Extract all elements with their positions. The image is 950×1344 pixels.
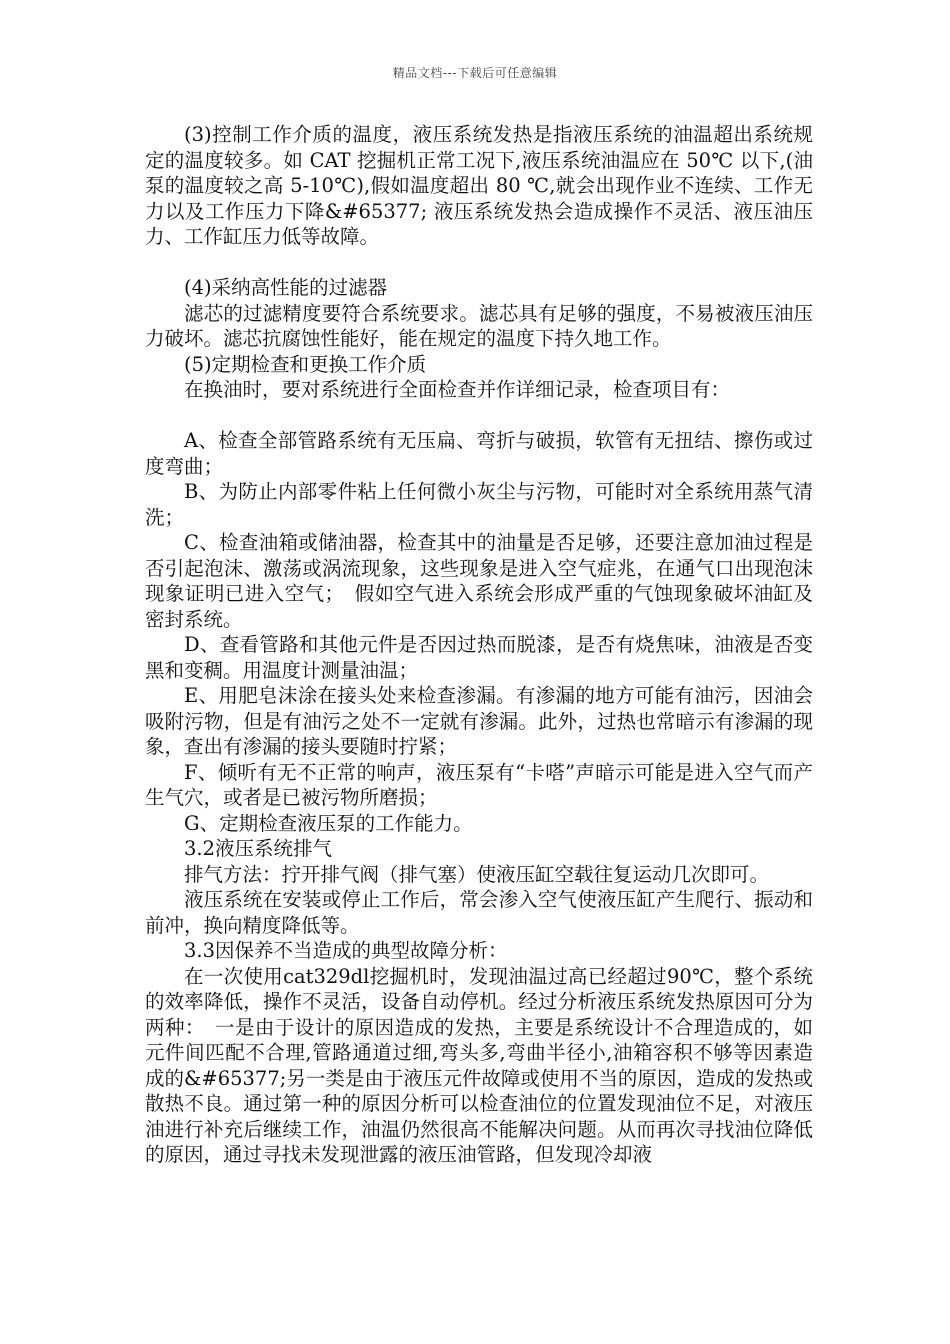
list-item-c: C、检查油箱或储油器，检查其中的油量是否足够，还要注意加油过程是否引起泡沫、激荡或涡流现象，这些现象是进入空气症兆，在通气口出现泡沫现象证明已进入空气； 假如空气进入系统会形成严重的气蚀现象破坏油缸及密封系统。 — [145, 531, 813, 631]
document-body — [145, 122, 813, 1168]
paragraph-air-entry: 液压系统在安装或停止工作后，常会渗入空气使液压缸产生爬行、振动和前冲，换向精度降低等。 — [145, 888, 813, 937]
heading-fault-analysis: 3.3因保养不当造成的典型故障分析： — [184, 939, 508, 962]
list-item-e: E、用肥皂沫涂在接头处来检查渗漏。有渗漏的地方可能有油污，因油会吸附污物，但是有油污之处不一定就有渗漏。此外，过热也常暗示有渗漏的现象，查出有渗漏的接头要随时拧紧； — [145, 684, 813, 758]
page-header: 精品文档---下载后可任意编辑 — [392, 66, 558, 80]
paragraph-bleeding-method: 排气方法：拧开排气阀（排气塞）使液压缸空载往复运动几次即可。 — [184, 862, 770, 886]
list-item-b: B、为防止内部零件粘上任何微小灰尘与污物，可能时对全系统用蒸气清洗； — [145, 480, 813, 529]
list-item-a: A、检查全部管路系统有无压扁、弯折与破损，软管有无扭结、擦伤或过度弯曲； — [145, 429, 813, 478]
list-item-g: G、定期检查液压泵的工作能力。 — [184, 811, 473, 835]
heading-filter: (4)采纳高性能的过滤器 — [184, 276, 388, 299]
paragraph-temperature-control: (3)控制工作介质的温度，液压系统发热是指液压系统的油温超出系统规定的温度较多。如 CAT 挖掘机正常工况下,液压系统油温应在 50℃ 以下,(油泵的温度较之高 5-10℃),假如温度超出 80 ℃,就会出现作业不连续、工作无力以及工作压力下降&#65377; 液压系统发热会造成操作不灵活、液压油压力、工作缸压力低等故障。 — [145, 123, 813, 248]
heading-bleeding: 3.2液压系统排气 — [184, 837, 333, 860]
list-item-f: F、倾听有无不正常的响声，液压泵有“卡嗒”声暗示可能是进入空气而产生气穴，或者是已被污物所磨损； — [145, 760, 813, 809]
blank-line — [145, 403, 813, 429]
paragraph-filter: 滤芯的过滤精度要符合系统要求。滤芯具有足够的强度，不易被液压油压力破坏。滤芯抗腐蚀性能好，能在规定的温度下持久地工作。 — [145, 301, 813, 350]
paragraph-fault-analysis: 在一次使用cat329dl挖掘机时，发现油温过高已经超过90℃，整个系统的效率降低，操作不灵活，设备自动停机。经过分析液压系统发热原因可分为两种： 一是由于设计的原因造成的发热，主要是系统设计不合理造成的，如元件间匹配不合理,管路通道过细,弯头多,弯曲半径小,油箱容积不够等因素造成的&#65377;另一类是由于液压元件故障或使用不当的原因，造成的发热或散热不良。通过第一种的原因分析可以检查油位的位置发现油位不足，对液压油进行补充后继续工作，油温仍然很高不能解决问题。从而再次寻找油位降低的原因，通过寻找未发现泄露的液压油管路，但发现冷却液 — [145, 964, 813, 1166]
heading-periodic-check: (5)定期检查和更换工作介质 — [184, 352, 427, 376]
paragraph-oil-change: 在换油时，要对系统进行全面检查并作详细记录，检查项目有： — [184, 378, 731, 401]
blank-line — [145, 250, 813, 276]
list-item-d: D、查看管路和其他元件是否因过热而脱漆，是否有烧焦味，油液是否变黑和变稠。用温度计测量油温； — [145, 633, 813, 682]
